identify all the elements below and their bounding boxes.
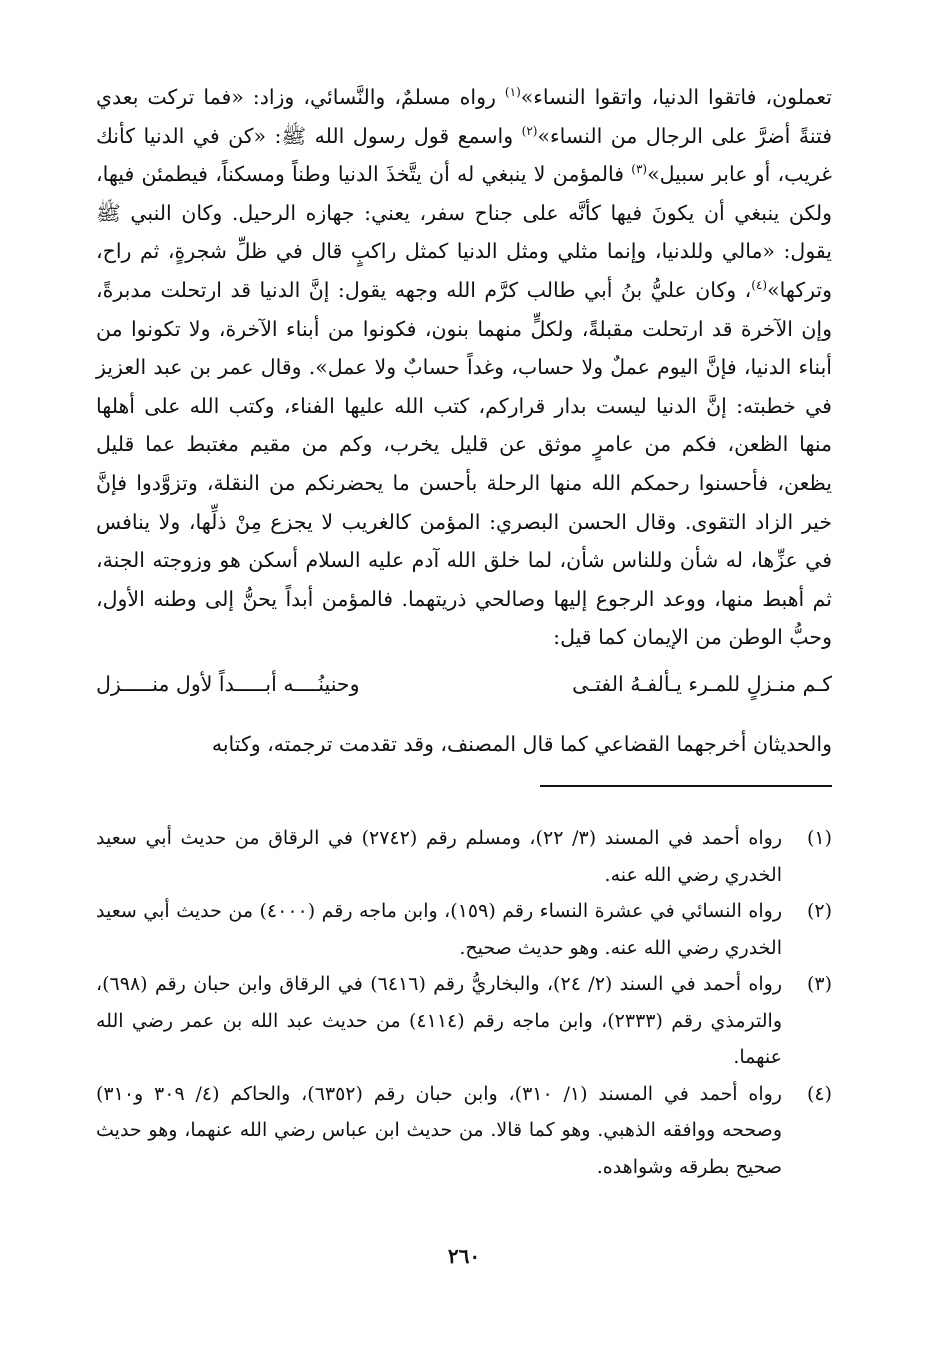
footnote-number: (٣) bbox=[806, 973, 832, 995]
footnote-text: رواه أحمد في المسند (١/ ٣١٠)، وابن حبان رقم (٦٣٥٢)، والحاكم (٤/ ٣٠٩ و٣١٠) وصححه ووافقه الذهبي. وهو كما قالا. من حديث ابن عباس رضي الله عنهما، وهو حديث صحيح بطرقه وشواهده. bbox=[96, 1082, 782, 1178]
footnote-item bbox=[96, 820, 832, 893]
footnotes-section bbox=[96, 820, 832, 1185]
footnote-text: رواه النسائي في عشرة النساء رقم (١٥٩)، وابن ماجه رقم (٤٠٠٠) من حديث أبي سعيد الخدري رضي الله عنه. وهو حديث صحيح. bbox=[96, 900, 782, 959]
footnote-text: رواه أحمد في المسند (٣/ ٢٢)، ومسلم رقم (٢٧٤٢) في الرقاق من حديث أبي سعيد الخدري رضي الله عنه. bbox=[96, 827, 782, 886]
footnote-number: (١) bbox=[806, 827, 832, 849]
main-paragraph bbox=[96, 78, 832, 657]
verse-second-hemistich: وحنينُــــه أبـــــداً لأول منـــــزل bbox=[96, 671, 360, 696]
footnote-number: (٢) bbox=[806, 900, 832, 922]
verse-first-hemistich: كـم منـزلٍ للمـرء يـألفـهُ الفتـى bbox=[572, 671, 832, 696]
footnote-ref: (٣) bbox=[631, 162, 648, 177]
main-text-body bbox=[96, 78, 832, 657]
footnote-ref: (١) bbox=[504, 85, 521, 100]
footnote-ref: (٢) bbox=[521, 123, 538, 138]
text-segment: تعملون، فاتقوا الدنيا، واتقوا النساء» bbox=[520, 85, 832, 109]
footnote-separator bbox=[540, 785, 832, 787]
text-segment: فالمؤمن لا ينبغي له أن يتَّخذَ الدنيا وطناً ومسكناً، فيطمئن فيها، ولكن ينبغي أن يكونَ فيها كأنَّه على جناح سفر، يعني: جهازه الرحيل. وكان النبي ﷺ يقول: «مالي وللدنيا، وإنما مثلي ومثل الدنيا كمثل راكبٍ قال في ظلِّ شجرةٍ، ثم راح، وتركها» bbox=[96, 162, 832, 302]
footnote-number: (٤) bbox=[806, 1082, 832, 1105]
text-segment: رواه مسلمٌ، والنَّسائي، وزاد: «فما تركت بعدي فتنةً أضرَّ على الرجال من النساء» bbox=[96, 85, 832, 148]
page-number: ٢٦٠ bbox=[447, 1244, 481, 1268]
poetry-verse bbox=[96, 665, 832, 703]
footnote-item bbox=[96, 1076, 832, 1186]
book-page bbox=[96, 78, 832, 1308]
footnote-text: رواه أحمد في السند (٢/ ٢٤)، والبخاريُّ رقم (٦٤١٦) في الرقاق وابن حبان رقم (٦٩٨)، والترمذي رقم (٢٣٣٣)، وابن ماجه رقم (٤١١٤) من حديث عبد الله بن عمر رضي الله عنهما. bbox=[96, 973, 782, 1068]
continuation-line: والحديثان أخرجهما القضاعي كما قال المصنف، وقد تقدمت ترجمته، وكتابه bbox=[211, 731, 832, 756]
footnote-item bbox=[96, 966, 832, 1076]
text-segment: واسمع قول رسول الله ﷺ: «كن في الدنيا كأنك غريب، أو عابر سبيل» bbox=[96, 123, 832, 187]
footnote-ref: (٤) bbox=[751, 278, 768, 293]
footnote-item bbox=[96, 893, 832, 966]
text-segment: ، وكان عليُّ بنُ أبي طالب كرَّم الله وجهه يقول: إنَّ الدنيا قد ارتحلت مدبرةً، وإن الآخرة قد ارتحلت مقبلةً، ولكلٍّ منهما بنون، فكونوا من أبناء الآخرة، ولا تكونوا من أبناء الدنيا، فإنَّ اليوم عملٌ ولا حساب، وغداً حسابٌ ولا عمل». وقال عمر بن عبد العزيز في خطبته: إنَّ الدنيا ليست بدار قراركم، كتب الله عليها الفناء، وكتب الله على أهلها منها الظعن، فكم من عامرٍ موثق عن قليل يخرب، وكم من مقيم مغتبط عما قليل يظعن، فأحسنوا رحمكم الله منها الرحلة بأحسن ما يحضرنكم من النقلة، وتزوَّدوا فإنَّ خير الزاد التقوى. وقال الحسن البصري: المؤمن كالغريب لا يجزع مِنْ ذلِّها، ولا ينافس في عزِّها، له شأن وللناس شأن، لما خلق الله آدم عليه السلام أسكن هو وزوجته الجنة، ثم أهبط منها، ووعد الرجوع إليها وصالحي ذريتهما. فالمؤمن أبداً يحنُّ إلى وطنه الأول، وحبُّ الوطن من الإيمان كما قيل: bbox=[96, 277, 833, 650]
